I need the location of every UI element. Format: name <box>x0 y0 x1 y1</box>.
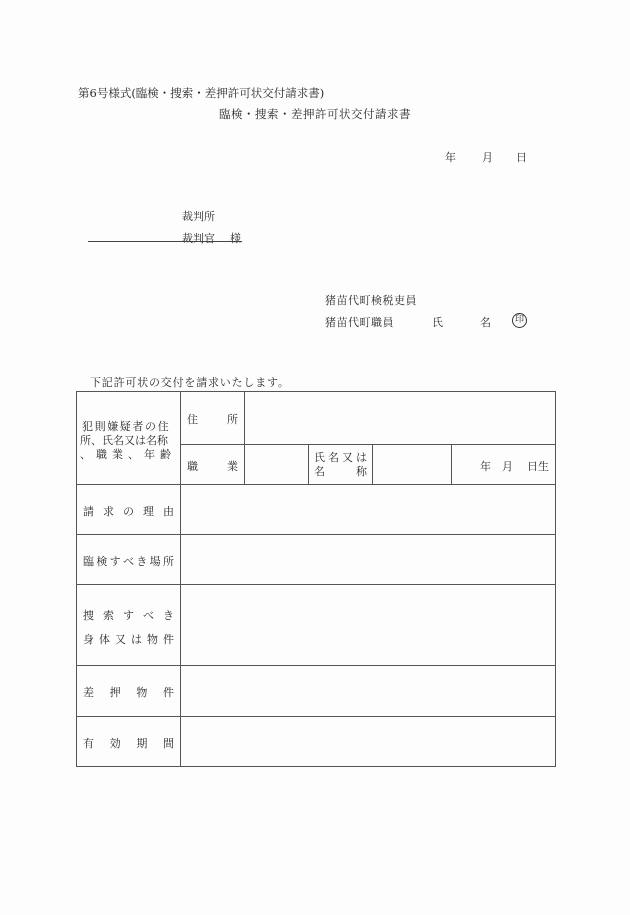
validity-period-field[interactable] <box>186 735 550 751</box>
name-label-line-1: 氏名又は <box>314 451 370 464</box>
address-field[interactable] <box>250 411 550 427</box>
search-target-label-line-2: 身 体 又 は 物 件 <box>83 633 174 646</box>
validity-period-label: 有 効 期 間 <box>83 737 174 750</box>
suspect-label-line-1: 犯則嫌疑者の住 <box>82 420 171 433</box>
reason-field[interactable] <box>186 503 550 519</box>
applicant-title-1: 猪苗代町検税吏員 <box>325 294 417 307</box>
request-statement: 下記許可状の交付を請求いたします。 <box>90 376 290 389</box>
table-rule <box>308 444 309 485</box>
birth-day-label: 日生 <box>527 460 549 473</box>
table-border-bottom <box>76 766 556 767</box>
table-rule <box>76 716 556 717</box>
applicant-title-2: 猪苗代町職員 <box>325 316 394 329</box>
name-label-2: 名 <box>480 316 491 329</box>
table-border-top <box>76 391 556 392</box>
table-rule <box>180 391 181 767</box>
seized-items-label: 差 押 物 件 <box>83 686 174 699</box>
seized-items-field[interactable] <box>186 684 550 700</box>
inspection-place-field[interactable] <box>186 553 550 569</box>
table-rule <box>76 484 556 485</box>
court-label: 裁判所 <box>182 210 215 223</box>
table-rule <box>244 391 245 485</box>
suspect-label-line-3: 、職業、年齢 <box>80 448 176 461</box>
form-number: 第6号様式(臨検・捜索・差押許可状交付請求書) <box>78 86 325 100</box>
table-rule <box>180 444 556 445</box>
occupation-label: 職 業 <box>187 460 238 473</box>
name-field[interactable] <box>376 458 448 474</box>
occupation-field[interactable] <box>248 458 304 474</box>
table-border-left <box>76 391 77 767</box>
name-label-1: 氏 <box>432 316 443 329</box>
court-name-underline <box>88 241 242 242</box>
search-target-field[interactable] <box>186 618 550 634</box>
document-title: 臨検・捜索・差押許可状交付請求書 <box>219 107 411 121</box>
table-rule <box>372 444 373 485</box>
table-border-right <box>555 391 556 767</box>
judge-label: 裁判官 <box>182 232 215 245</box>
honorific-label: 様 <box>230 232 241 245</box>
date-year-label: 年 <box>445 151 456 164</box>
reason-label: 請 求 の 理 由 <box>83 505 174 518</box>
suspect-label-line-2: 所、氏名又は名称 <box>80 434 168 447</box>
seal-icon: 印 <box>512 313 527 328</box>
inspection-place-label: 臨 検 す べ き 場 所 <box>83 555 174 568</box>
table-rule <box>76 534 556 535</box>
birth-month-label: 月 <box>502 460 513 473</box>
birth-year-label: 年 <box>480 460 491 473</box>
date-day-label: 日 <box>516 151 527 164</box>
search-target-label-line-1: 捜 索 す べ き <box>83 609 174 622</box>
table-rule <box>451 444 452 485</box>
table-rule <box>76 584 556 585</box>
address-label: 住 所 <box>187 413 238 426</box>
table-rule <box>76 665 556 666</box>
date-month-label: 月 <box>482 151 493 164</box>
name-label-line-2: 名 称 <box>314 465 367 478</box>
